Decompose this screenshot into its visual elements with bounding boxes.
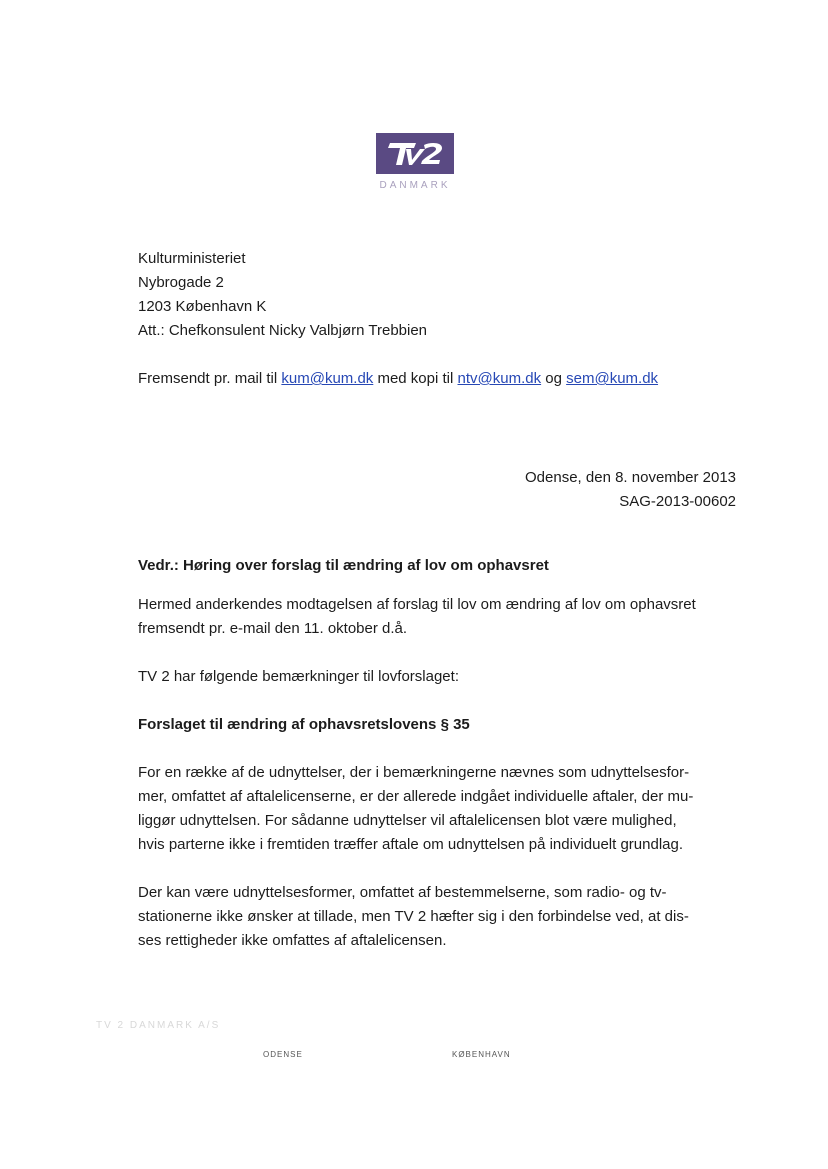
paragraph-line: TV 2 har følgende bemærkninger til lovforslaget: — [138, 668, 459, 685]
sent-and: og — [541, 370, 567, 387]
email-link-kum[interactable]: kum@kum.dk — [281, 370, 374, 387]
footer-odense-column — [263, 1049, 303, 1061]
address-line: Att.: Chefkonsulent Nicky Valbjørn Trebbien — [138, 322, 428, 339]
paragraph-line: Der kan være udnyttelsesformer, omfattet af bestemmelserne, som radio- og tv- — [138, 884, 667, 901]
paragraph-line: stationerne ikke ønsker at tillade, men TV 2 hæfter sig i den forbindelse ved, at dis- — [138, 908, 689, 925]
section-heading: Forslaget til ændring af ophavsretslovens § 35 — [138, 716, 470, 733]
address-line: Nybrogade 2 — [138, 274, 224, 291]
recipient-address — [138, 247, 427, 343]
tv2-logo-icon — [376, 133, 454, 174]
address-line: 1203 København K — [138, 298, 267, 315]
paragraph-2 — [138, 665, 728, 689]
paragraph-line: liggør udnyttelsen. For sådanne udnyttelser vil aftalelicensen blot være mulighed, — [138, 812, 677, 829]
paragraph-3 — [138, 761, 728, 857]
footer-company-name: TV 2 DANMARK A/S — [96, 1020, 221, 1031]
subject-heading: Vedr.: Høring over forslag til ændring af lov om ophavsret — [138, 557, 549, 574]
tv2-logo — [376, 133, 454, 174]
paragraph-line: For en række af de udnyttelser, der i bemærkningerne nævnes som udnyttelsesfor- — [138, 764, 690, 781]
date-line: Odense, den 8. november 2013 — [525, 469, 736, 486]
logo-subtitle: DANMARK — [379, 180, 451, 191]
paragraph-line: ses rettigheder ikke omfattes af aftalelicensen. — [138, 932, 447, 949]
paragraph-1 — [138, 593, 728, 641]
email-link-sem[interactable]: sem@kum.dk — [566, 370, 659, 387]
paragraph-line: hvis parterne ikke i fremtiden træffer aftale om udnyttelsen på individuelt grundlag. — [138, 836, 684, 853]
address-line: Kulturministeriet — [138, 250, 246, 267]
sent-line — [138, 370, 658, 387]
paragraph-line: fremsendt pr. e-mail den 11. oktober d.å. — [138, 620, 408, 637]
footer-copenhagen-column — [452, 1049, 511, 1061]
sent-middle: med kopi til — [373, 370, 458, 387]
email-link-ntv[interactable]: ntv@kum.dk — [457, 370, 542, 387]
paragraph-line: Hermed anderkendes modtagelsen af forslag til lov om ændring af lov om ophavsret — [138, 596, 696, 613]
paragraph-4 — [138, 881, 728, 953]
sent-prefix: Fremsendt pr. mail til — [138, 370, 282, 387]
footer-copenhagen-title: KØBENHAVN — [452, 1050, 511, 1059]
date-block — [525, 466, 736, 514]
case-number: SAG-2013-00602 — [619, 493, 736, 510]
paragraph-line: mer, omfattet af aftalelicenserne, er der allerede indgået individuelle aftaler, der mu- — [138, 788, 694, 805]
footer-odense-title: ODENSE — [263, 1050, 303, 1059]
